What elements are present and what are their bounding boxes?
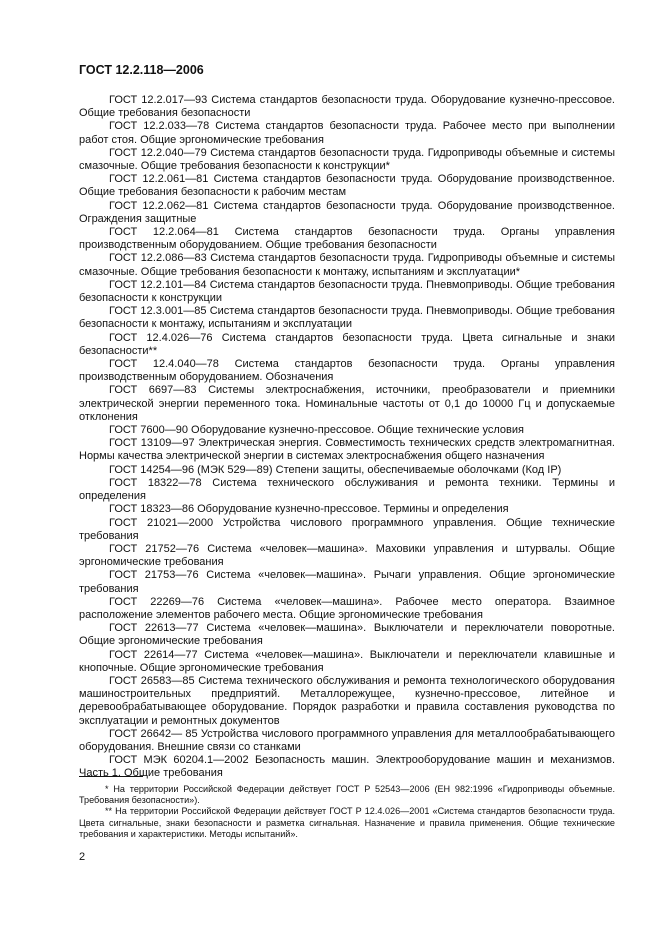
reference-item: ГОСТ 12.2.062—81 Система стандартов безопасности труда. Оборудование производственное. Ограждения защитные [79,199,615,225]
footnotes [79,784,615,840]
reference-item: ГОСТ 12.2.086—83 Система стандартов безопасности труда. Гидроприводы объемные и системы смазочные. Общие требования безопасности к монтажу, испытаниям и эксплуатации* [79,252,615,278]
reference-item: ГОСТ 26642— 85 Устройства числового программного управления для металлообрабатывающего оборудования. Внешние связи со станками [79,727,615,753]
reference-item: ГОСТ 21753—76 Система «человек—машина». Рычаги управления. Общие эргономические требования [79,569,615,595]
reference-item: ГОСТ 12.2.061—81 Система стандартов безопасности труда. Оборудование производственное. Общие требования безопасности к рабочим местам [79,173,615,199]
reference-item: ГОСТ 12.3.001—85 Система стандартов безопасности труда. Пневмоприводы. Общие требования безопасности к монтажу, испытаниям и эксплуатации [79,305,615,331]
reference-item: ГОСТ 12.4.026—76 Система стандартов безопасности труда. Цвета сигнальные и знаки безопасности** [79,331,615,357]
reference-item: ГОСТ 6697—83 Системы электроснабжения, источники, преобразователи и приемники электрической энергии переменного тока. Номинальные частоты от 0,1 до 10000 Гц и допускаемые отклонения [79,384,615,423]
reference-item: ГОСТ 12.2.064—81 Система стандартов безопасности труда. Органы управления производственным оборудованием. Общие требования безопасности [79,226,615,252]
reference-item: ГОСТ 22269—76 Система «человек—машина». Рабочее место оператора. Взаимное расположение элементов рабочего места. Общие эргономические требования [79,595,615,621]
reference-item: ГОСТ 12.2.040—79 Система стандартов безопасности труда. Гидроприводы объемные и системы смазочные. Общие требования безопасности к конструкции* [79,146,615,173]
reference-list [79,94,615,781]
footnote: ** На территории Российской Федерации действует ГОСТ Р 12.4.026—2001 «Система стандартов безопасности труда. Цвета сигнальные, знаки безопасности и разметка сигнальная. Назначение и правила применения. Общие технические требования и характеристики. Методы испытаний». [79,806,615,839]
reference-item: ГОСТ 12.2.101—84 Система стандартов безопасности труда. Пневмоприводы. Общие требования безопасности к конструкции [79,278,615,305]
reference-item: ГОСТ 13109—97 Электрическая энергия. Совместимость технических средств электромагнитная. Нормы качества электрической энергии в системах электроснабжения общего назначения [79,437,615,463]
document-header: ГОСТ 12.2.118—2006 [79,63,204,77]
page-number: 2 [79,851,86,863]
reference-item: ГОСТ 12.2.017—93 Система стандартов безопасности труда. Оборудование кузнечно-прессовое. Общие требования безопасности [79,94,615,120]
reference-item: ГОСТ 18323—86 Оборудование кузнечно-прессовое. Термины и определения [109,503,509,516]
reference-item: ГОСТ 21021—2000 Устройства числового программного управления. Общие технические требования [79,516,615,542]
reference-item: ГОСТ 26583—85 Система технического обслуживания и ремонта технологического оборудования машиностроительных предприятий. Металлорежущее, кузнечно-прессовое, литейное и деревообрабатывающее оборудование. Порядок разработки и правила составления руководства по эксплуатации и ремонтных документов [79,674,615,727]
reference-item: ГОСТ 12.2.033—78 Система стандартов безопасности труда. Рабочее место при выполнении работ стоя. Общие эргономические требования [79,120,615,146]
reference-item: ГОСТ 22614—77 Система «человек—машина». Выключатели и переключатели клавишные и кнопочные. Общие эргономические требования [79,648,615,674]
reference-item: ГОСТ 7600—90 Оборудование кузнечно-прессовое. Общие технические условия [109,424,524,437]
reference-item: ГОСТ 21752—76 Система «человек—машина». Маховики управления и штурвалы. Общие эргономические требования [79,542,615,569]
reference-item: ГОСТ 22613—77 Система «человек—машина». Выключатели и переключатели поворотные. Общие эргономические требования [79,622,615,648]
footnote-divider [79,776,143,777]
reference-item: ГОСТ 18322—78 Система технического обслуживания и ремонта техники. Термины и определения [79,476,615,503]
reference-item: ГОСТ 12.4.040—78 Система стандартов безопасности труда. Органы управления производственным оборудованием. Обозначения [79,358,615,384]
footnote: * На территории Российской Федерации действует ГОСТ Р 52543—2006 (ЕН 982:1996 «Гидроприводы объемные. Требования безопасности»). [79,784,615,806]
reference-item: ГОСТ МЭК 60204.1—2002 Безопасность машин. Электрооборудование машин и механизмов. Часть 1. Общие требования [79,754,615,780]
reference-item: ГОСТ 14254—96 (МЭК 529—89) Степени защиты, обеспечиваемые оболочками (Код IP) [109,463,562,476]
